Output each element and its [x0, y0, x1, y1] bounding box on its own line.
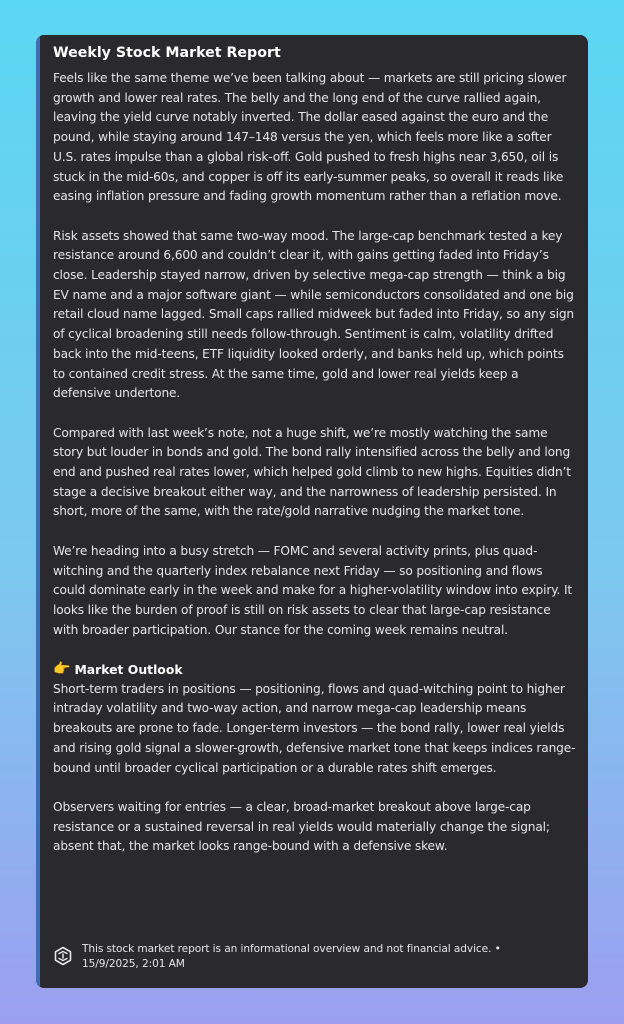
- outlook-paragraph-traders: Short-term traders in positions — positioning, flows and quad-witching point to higher intraday volatility and two-way action, and narrow mega-cap leadership means breakouts are prone to fade. Longer-term investors — the bond rally, lower real yields and rising gold signal a slower-growth, defensive market tone that keeps indices range-bound until broader cyclical participation or a durable rates shift emerges.: [53, 681, 576, 775]
- market-outlook-label: Market Outlook: [74, 662, 183, 678]
- paragraph-gap: [53, 778, 576, 798]
- disclaimer-text: This stock market report is an informational overview and not financial advice. •: [82, 943, 501, 955]
- paragraph-gap: [53, 207, 576, 227]
- paragraph-week-ahead: We’re heading into a busy stretch — FOMC and several activity prints, plus quad-witching and the quarterly index rebalance next Friday — so positioning and flows could dominate early in the week and make for a higher-volatility window into expiry. It looks like the burden of proof is still on risk assets to clear that large-cap resistance with broader participation. Our stance for the coming week remains neutral.: [53, 543, 573, 637]
- paragraph-macro: Feels like the same theme we’ve been talking about — markets are still pricing slower growth and lower real rates. The belly and the long end of the curve rallied again, leaving the yield curve notably inverted. The dollar eased against the euro and the pound, while staying around 147–148 versus the yen, which feels more like a softer U.S. rates impulse than a global risk-off. Gold pushed to fresh highs near 3,650, oil is stuck in the mid-60s, and copper is off its early-summer peaks, so overall it reads like easing inflation pressure and fading growth momentum rather than a reflation move.: [53, 71, 567, 204]
- report-title: Weekly Stock Market Report: [53, 45, 281, 61]
- market-outlook-heading: [53, 660, 576, 680]
- paragraph-risk-assets: Risk assets showed that same two-way mood. The large-cap benchmark tested a key resistance around 6,600 and couldn’t clear it, with gains getting faded into Friday’s close. Leadership stayed narrow, driven by selective mega-cap strength — think a big EV name and a major software giant — while semiconductors consolidated and one big retail cloud name lagged. Small caps rallied midweek but faded into Friday, so any sign of cyclical broadening still needs follow-through. Sentiment is calm, volatility drifted back into the mid-teens, ETF liquidity looked orderly, and banks held up, which points to contained credit stress. At the same time, gold and lower real yields keep a defensive undertone.: [53, 228, 574, 401]
- paragraph-gap: [53, 640, 576, 660]
- report-card: [36, 35, 588, 988]
- timestamp: 15/9/2025, 2:01 AM: [82, 958, 185, 970]
- outlook-paragraph-observers: Observers waiting for entries — a clear, broad-market breakout above large-cap resistance or a sustained reversal in real yields would materially change the signal; absent that, the market looks range-bound with a defensive skew.: [53, 799, 550, 854]
- paragraph-gap: [53, 404, 576, 424]
- paragraph-comparison: Compared with last week’s note, not a huge shift, we’re mostly watching the same story but louder in bonds and gold. The bond rally intensified across the belly and long end and pushed real rates lower, which helped gold climb to new highs. Equities didn’t stage a decisive breakout either way, and the narrowness of leadership persisted. In short, more of the same, with the rate/gold narrative nudging the market tone.: [53, 425, 571, 519]
- footer-text: [82, 942, 501, 972]
- hexagon-logo-icon: [53, 946, 73, 966]
- report-footer: [53, 942, 576, 972]
- paragraph-gap: [53, 522, 576, 542]
- pointing-hand-icon: 👉: [53, 661, 71, 678]
